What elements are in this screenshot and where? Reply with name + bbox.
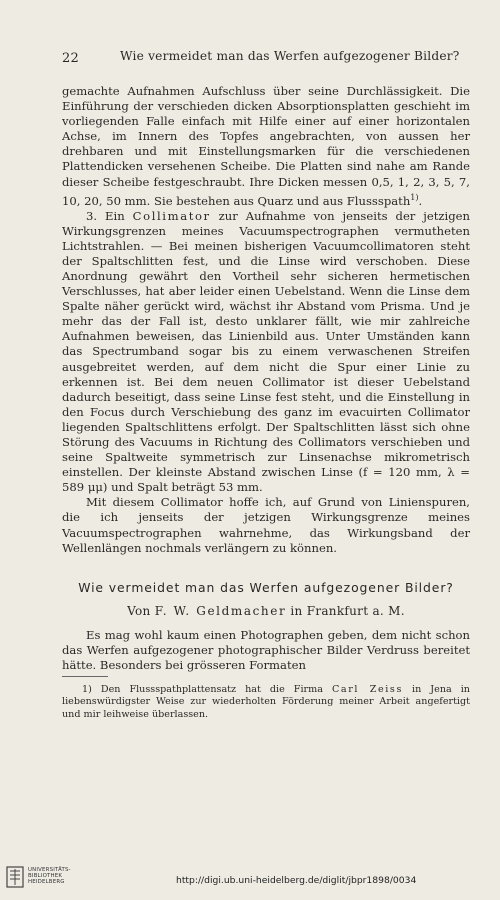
spaced-term: Collimator <box>132 208 211 223</box>
paragraph-plates: gemachte Aufnahmen Aufschluss über seine Durchlässigkeit. Die Einführung der verschieden dicken Absorptionsplatten geschieht im vorliegenden Falle einfach mit Hilfe einer auf einer horizontalen Achse, im Innern des Topfes angebrachten, von aussen her drehbaren und mit Einstellungsmarken für die verschiedenen Plattendicken versehenen Scheibe. Die Platten sind nahe am Rande dieser Scheibe festgeschraubt. Ihre Dicken messen 0,5, 1, 2, 3, 5, 7, 10, 20, 50 mm. Sie bestehen aus Quarz und aus Flussspath$^{1)}$. <box>62 84 470 208</box>
library-seal-icon <box>6 866 24 888</box>
library-logo: UNIVERSITÄTS- BIBLIOTHEK HEIDELBERG <box>6 864 68 892</box>
paragraph-collimator: 3. Ein Collimator zur Aufnahme von jenseits der jetzigen Wirkungsgrenzen meines Vacuumspectrographen vermutheten Lichtstrahlen. — Bei meinen bisherigen Vacuumcollimatoren steht der Spaltschlitten fest, und die Linse wird verschoben. Diese Anordnung gewährt den Vortheil sehr sicheren hermetischen Verschlusses, hat aber leider einen Uebelstand. Wenn die Linse dem Spalte näher gerückt wird, wächst ihr Abstand vom Prisma. Und je mehr das der Fall ist, desto unklarer fällt, wie mir zahlreiche Aufnahmen beweisen, das Linienbild aus. Unter Umständen kann das Spectrumband sogar bis zu einem verwaschenen Streifen ausgebreitet werden, auf dem nicht die Spur einer Linie zu erkennen ist. Bei dem neuen Collimator ist dieser Uebelstand dadurch beseitigt, dass seine Linse fest steht, und die Einstellung in den Focus durch Verschiebung des ganz im evacuirten Collimator liegenden Spaltschlittens erfolgt. Der Spaltschlitten lässt sich ohne Störung des Vacuums in Richtung des Collimators verschieben und seine Spaltweite symmetrisch zur Linsenachse mikrometrisch einstellen. Der kleinste Abstand zwischen Linse (f = 120 mm, λ = 589 μμ) und Spalt beträgt 53 mm. <box>62 208 470 495</box>
footnote-rule <box>62 676 108 677</box>
page-number: 22 <box>62 51 79 66</box>
article-title: Wie vermeidet man das Werfen aufgezogener Bilder? <box>78 580 454 595</box>
author-name: F. W. Geldmacher <box>154 604 287 618</box>
company-name: Carl Zeiss <box>331 684 403 695</box>
article-author: Von F. W. Geldmacher in Frankfurt a. M. <box>127 604 405 618</box>
main-text <box>62 84 470 556</box>
source-url[interactable]: http://digi.ub.uni-heidelberg.de/diglit/jbpr1898/0034 <box>176 875 417 886</box>
running-title: Wie vermeidet man das Werfen aufgezogener Bilder? <box>120 49 460 63</box>
paragraph-hope: Mit diesem Collimator hoffe ich, auf Grund von Linienspuren, die ich jenseits der jetzigen Wirkungsgrenze meines Vacuumspectrographen wahrnehme, das Wirkungsband der Wellenlängen nochmals verlängern zu können. <box>62 495 470 555</box>
article-paragraph: Es mag wohl kaum einen Photographen geben, dem nicht schon das Werfen aufgezogener photographischer Bilder Verdruss bereitet hätte. Besonders bei grösseren Formaten <box>62 628 470 673</box>
footnote-marker: 1) <box>410 192 419 202</box>
footnote: 1) Den Flussspathplattensatz hat die Firma Carl Zeiss in Jena in liebenswürdigster Weise zur wiederholten Förderung meiner Arbeit angefertigt und mir leihweise überlassen. <box>62 684 470 720</box>
article-text <box>62 628 470 673</box>
